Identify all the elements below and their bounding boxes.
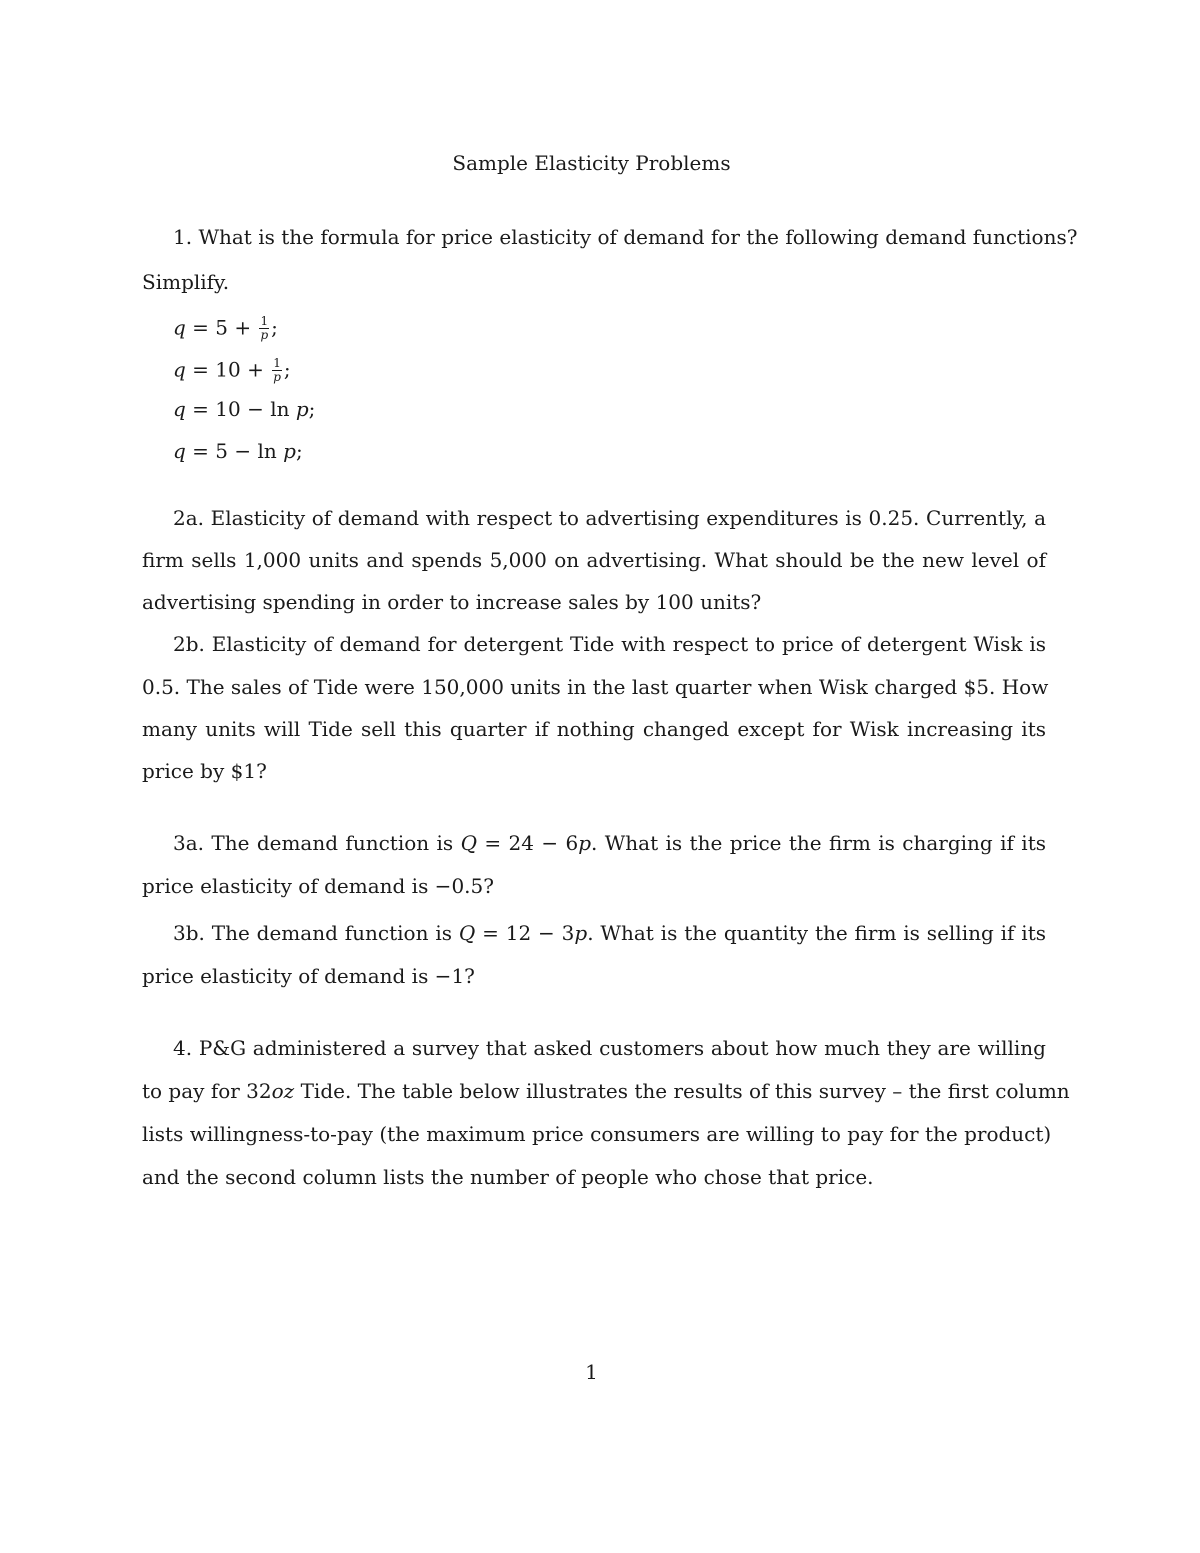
demand-function-2 <box>173 357 291 383</box>
q3b-line-2: price elasticity of demand is −1? <box>142 964 475 988</box>
q4-line-3: lists willingness-to-pay (the maximum price consumers are willing to pay for the product) <box>142 1122 1052 1146</box>
q3b-text: 3b. The demand function is <box>173 921 459 945</box>
q2b-line-1: 2b. Elasticity of demand for detergent Tide with respect to price of detergent Wisk is <box>173 632 1046 656</box>
function-argument: p <box>295 397 309 421</box>
q3a-line-2: price elasticity of demand is −0.5? <box>142 874 494 898</box>
demand-function-3 <box>173 399 315 419</box>
q3b-eq-p: p <box>574 921 588 945</box>
function-variable: q <box>173 439 186 463</box>
fraction-denominator: p <box>273 369 281 384</box>
function-terminator: ; <box>283 357 291 382</box>
function-terminator: ; <box>308 397 316 421</box>
fraction-numerator: 1 <box>260 314 269 328</box>
q4-line-2 <box>142 1079 1070 1103</box>
function-expression: = 10 + <box>185 357 271 382</box>
document-title: Sample Elasticity Problems <box>452 151 731 175</box>
q3b-eq-mid: = 12 − 3 <box>475 921 575 945</box>
q3b-text-post: . What is the quantity the firm is selling if its <box>587 921 1046 945</box>
q4-line-4: and the second column lists the number of people who chose that price. <box>142 1165 874 1189</box>
q2a-line-2: firm sells 1,000 units and spends 5,000 on advertising. What should be the new level of <box>142 548 1046 572</box>
fraction-denominator: p <box>260 327 269 342</box>
q2b-line-2: 0.5. The sales of Tide were 150,000 units in the last quarter when Wisk charged $5. How <box>142 675 1049 699</box>
q3a-text-post: . What is the price the firm is charging if its <box>591 831 1046 855</box>
q4-unit: oz <box>271 1079 295 1103</box>
function-terminator: ; <box>295 439 303 463</box>
q2a-line-3: advertising spending in order to increase sales by 100 units? <box>142 590 762 614</box>
fraction <box>259 315 269 341</box>
q3b-line-1 <box>173 923 1046 943</box>
q3b-eq-Q: Q <box>458 921 476 945</box>
q3a-text: 3a. The demand function is <box>173 831 461 855</box>
function-variable: q <box>173 357 186 382</box>
function-expression: = 5 − ln <box>185 439 284 463</box>
function-expression: = 10 − ln <box>185 397 296 421</box>
q2b-line-4: price by $1? <box>142 759 267 783</box>
q1-line-1: 1. What is the formula for price elasticity of demand for the following demand functions? <box>173 225 1078 249</box>
q4-text-post: Tide. The table below illustrates the results of this survey – the first column <box>294 1079 1070 1103</box>
page-number: 1 <box>585 1360 598 1384</box>
function-terminator: ; <box>271 315 278 340</box>
q3a-line-1 <box>173 833 1046 853</box>
function-variable: q <box>173 397 186 421</box>
demand-function-1 <box>173 315 278 341</box>
fraction-numerator: 1 <box>273 356 281 370</box>
q1-line-2: Simplify. <box>142 270 230 294</box>
function-expression: = 5 + <box>185 315 258 340</box>
q3a-eq-p: p <box>578 831 591 855</box>
q2a-line-1: 2a. Elasticity of demand with respect to advertising expenditures is 0.25. Currently, a <box>173 506 1046 530</box>
demand-function-4 <box>173 441 303 461</box>
q3a-eq-mid: = 24 − 6 <box>476 831 579 855</box>
fraction <box>272 357 282 383</box>
function-variable: q <box>173 315 186 340</box>
q3a-eq-Q: Q <box>460 831 477 855</box>
q4-text: to pay for 32 <box>142 1079 272 1103</box>
q4-line-1: 4. P&G administered a survey that asked customers about how much they are willing <box>173 1036 1046 1060</box>
function-argument: p <box>283 439 296 463</box>
q2b-line-3: many units will Tide sell this quarter if nothing changed except for Wisk increasing its <box>142 717 1046 741</box>
